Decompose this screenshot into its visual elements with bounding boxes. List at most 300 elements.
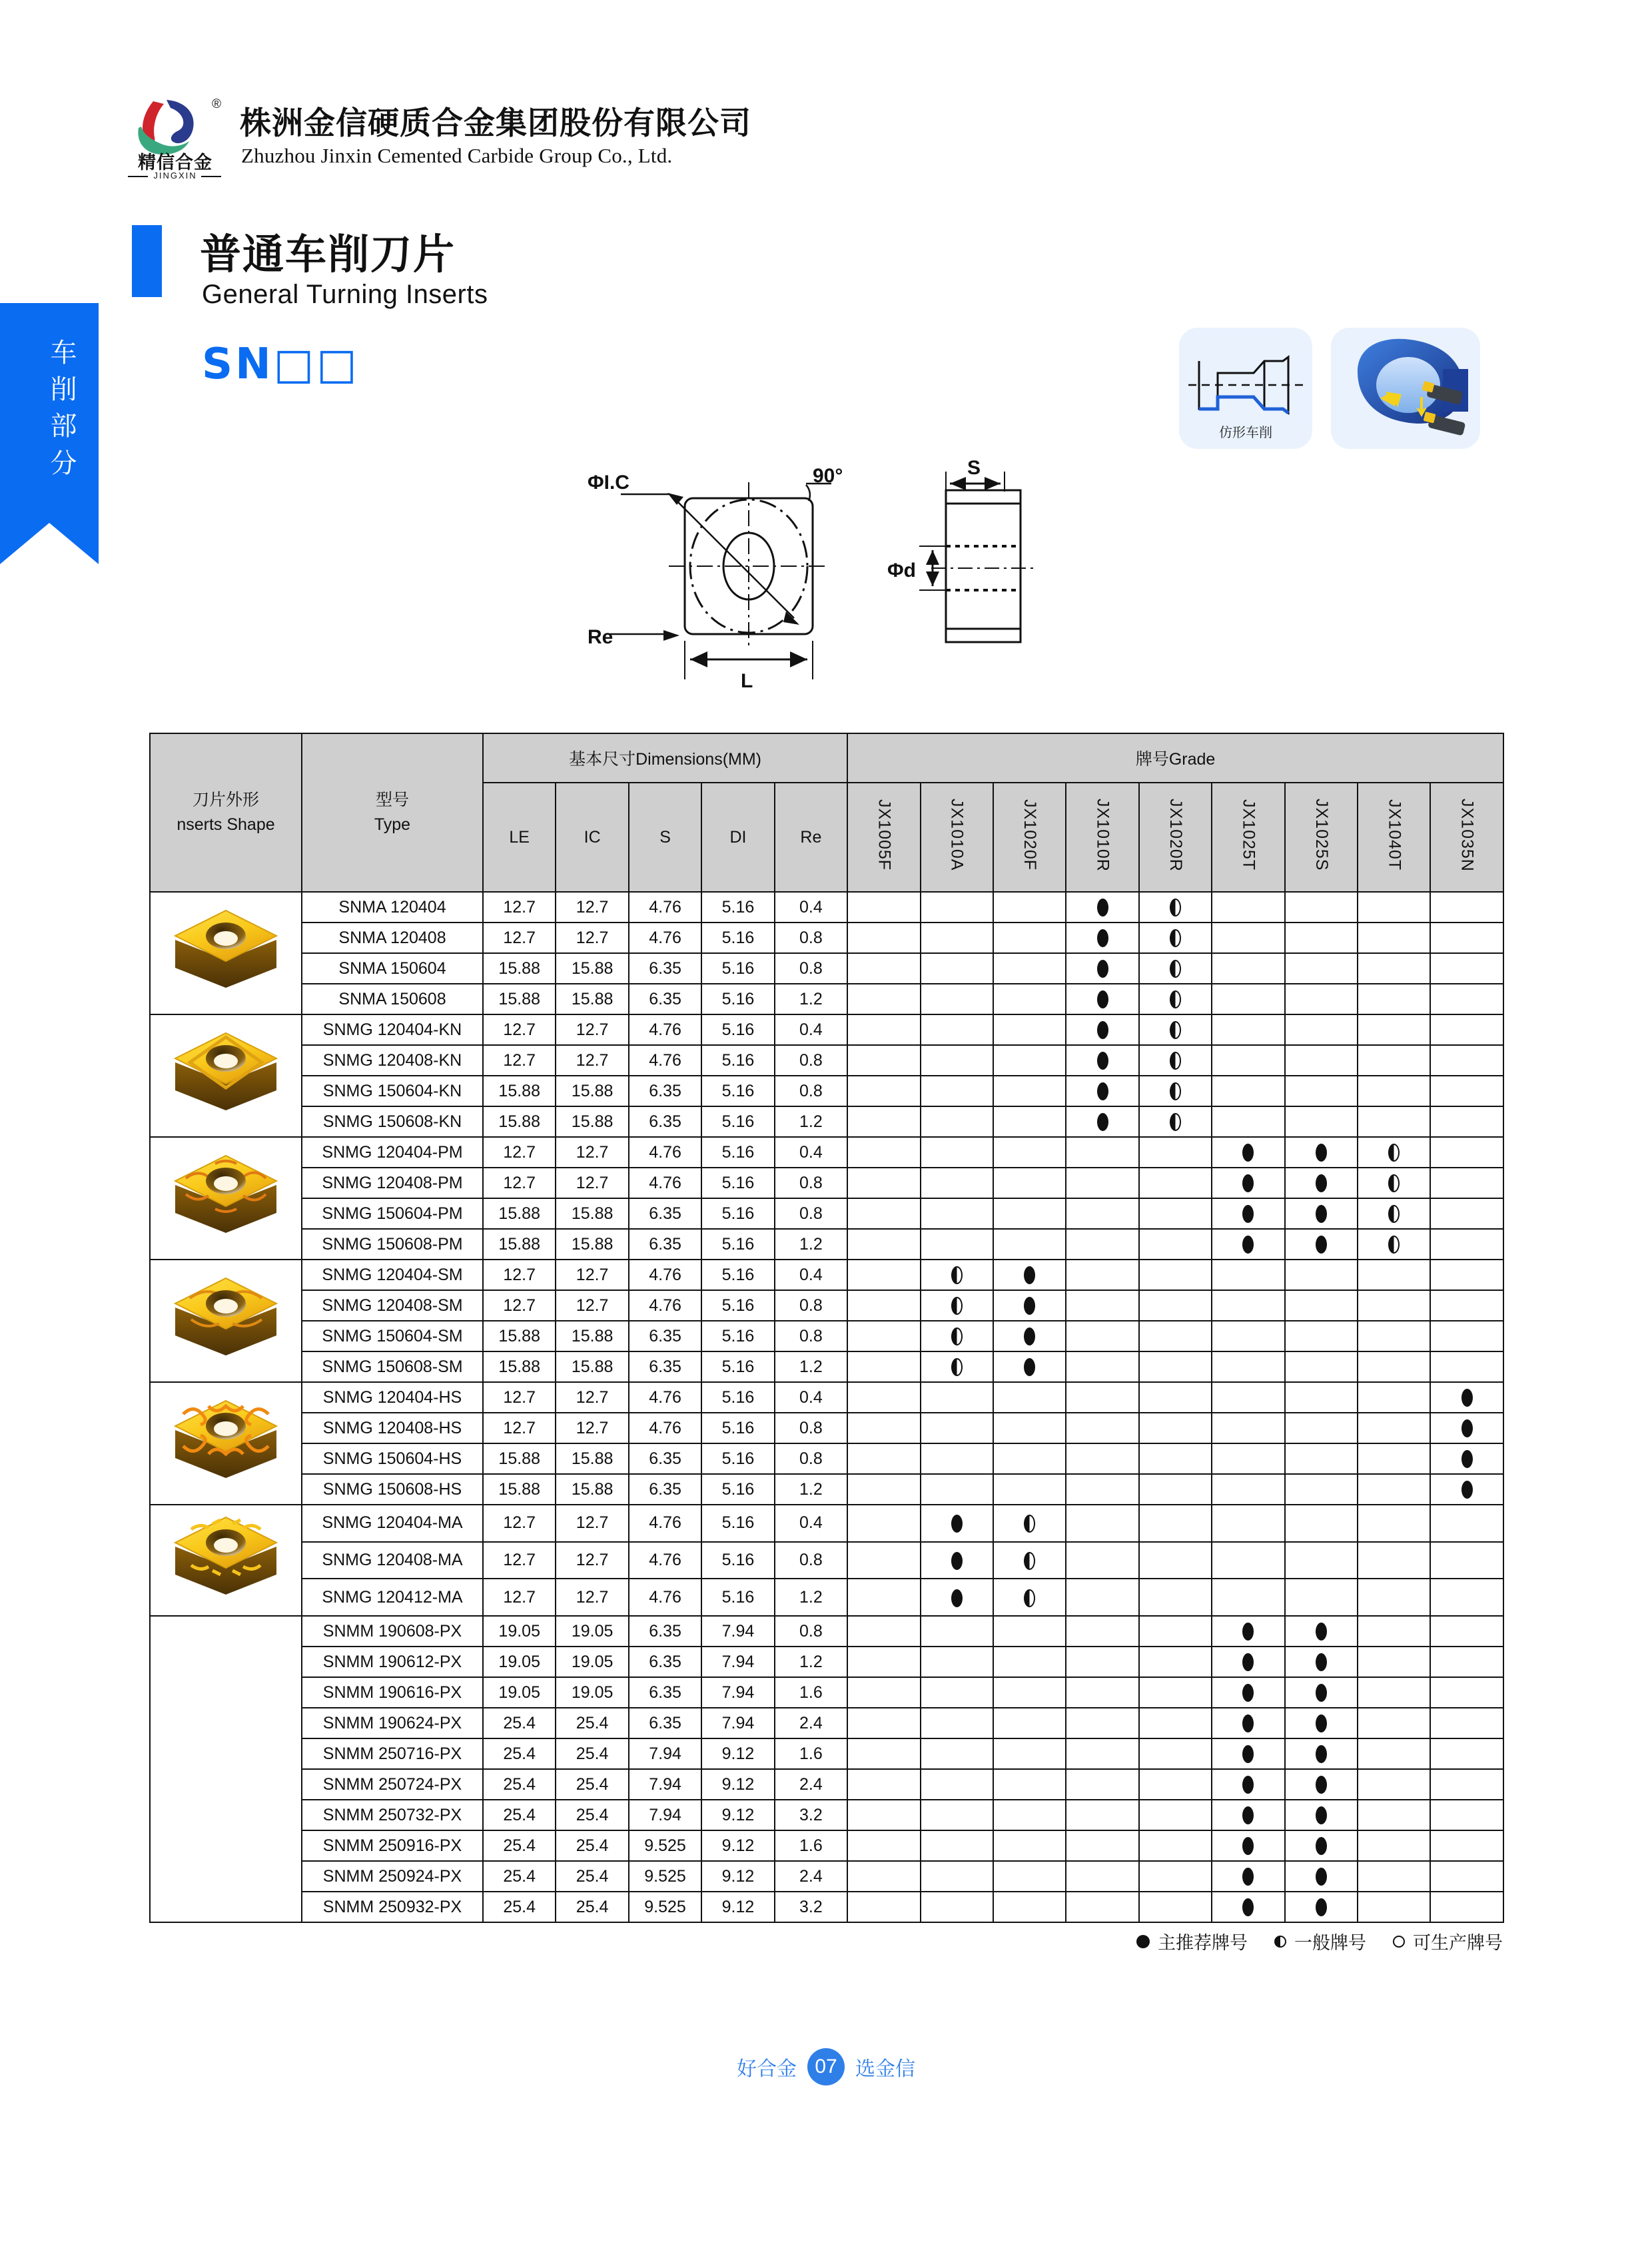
cell-le: 12.7 <box>483 1505 556 1542</box>
marker-general <box>1388 1205 1400 1223</box>
cell-grade-jx1005f <box>847 1708 920 1738</box>
cell-grade-jx1025s <box>1285 1198 1358 1229</box>
table-row <box>150 1800 1503 1830</box>
cell-grade-jx1010r <box>1066 1861 1138 1892</box>
cell-grade-jx1040t <box>1358 984 1430 1014</box>
cell-grade-jx1005f <box>847 892 920 923</box>
cell-le: 12.7 <box>483 1413 556 1443</box>
cell-grade-jx1025s <box>1285 1474 1358 1505</box>
cell-grade-jx1020r <box>1139 1229 1212 1260</box>
cell-grade-jx1010r <box>1066 984 1138 1014</box>
cell-grade-jx1020f <box>993 1260 1066 1290</box>
cell-grade-jx1025s <box>1285 1861 1358 1892</box>
cell-grade-jx1020r <box>1139 1198 1212 1229</box>
cell-grade-jx1020f <box>993 1137 1066 1168</box>
cell-type: SNMA 150608 <box>302 984 483 1014</box>
cell-grade-jx1020f <box>993 1290 1066 1321</box>
cell-grade-jx1020r <box>1139 1800 1212 1830</box>
cell-grade-jx1035n <box>1430 1677 1503 1708</box>
cell-re: 1.2 <box>775 1579 847 1616</box>
cell-di: 7.94 <box>701 1708 774 1738</box>
cell-grade-jx1025s <box>1285 1708 1358 1738</box>
insert-shape-image-snmg-ma-insert <box>150 1505 302 1616</box>
cell-grade-jx1035n <box>1430 1290 1503 1321</box>
cell-type: SNMG 150604-SM <box>302 1321 483 1351</box>
cell-ic: 12.7 <box>556 1290 628 1321</box>
cell-grade-jx1005f <box>847 1769 920 1800</box>
cell-di: 9.12 <box>701 1861 774 1892</box>
cell-grade-jx1040t <box>1358 1290 1430 1321</box>
cell-grade-jx1020r <box>1139 1321 1212 1351</box>
cell-grade-jx1005f <box>847 1076 920 1106</box>
cell-grade-jx1020f <box>993 1168 1066 1198</box>
cell-grade-jx1005f <box>847 1861 920 1892</box>
cell-grade-jx1025t <box>1212 1579 1284 1616</box>
cell-grade-jx1020r <box>1139 1014 1212 1045</box>
cell-grade-jx1035n <box>1430 1708 1503 1738</box>
marker-general <box>1024 1515 1035 1533</box>
cell-grade-jx1010r <box>1066 892 1138 923</box>
table-row <box>150 1168 1503 1198</box>
cell-ic: 12.7 <box>556 892 628 923</box>
cell-grade-jx1025s <box>1285 1616 1358 1647</box>
cell-le: 15.88 <box>483 1106 556 1137</box>
cell-type: SNMG 120408-PM <box>302 1168 483 1198</box>
company-header <box>127 93 926 187</box>
cell-ic: 25.4 <box>556 1769 628 1800</box>
cell-s: 4.76 <box>629 892 701 923</box>
legend-item-full <box>1136 1928 1248 1954</box>
cell-ic: 15.88 <box>556 984 628 1014</box>
cell-di: 9.12 <box>701 1800 774 1830</box>
table-row <box>150 1769 1503 1800</box>
cell-grade-jx1035n <box>1430 1229 1503 1260</box>
cell-di: 5.16 <box>701 1382 774 1413</box>
cell-re: 0.4 <box>775 892 847 923</box>
cell-di: 7.94 <box>701 1616 774 1647</box>
cell-le: 25.4 <box>483 1800 556 1830</box>
marker-recommended <box>1242 1898 1254 1916</box>
marker-recommended <box>1242 1144 1254 1162</box>
cell-grade-jx1035n <box>1430 1045 1503 1076</box>
marker-recommended <box>1024 1358 1035 1376</box>
cell-grade-jx1010a <box>921 1229 993 1260</box>
cell-ic: 12.7 <box>556 1505 628 1542</box>
cell-grade-jx1025s <box>1285 1579 1358 1616</box>
cell-le: 15.88 <box>483 1443 556 1474</box>
cell-ic: 12.7 <box>556 1260 628 1290</box>
cell-grade-jx1010r <box>1066 1413 1138 1443</box>
col-header-shape-en: nserts Shape <box>177 815 275 834</box>
cell-le: 12.7 <box>483 923 556 953</box>
section-side-tab <box>0 303 99 523</box>
cell-di: 5.16 <box>701 1474 774 1505</box>
cell-grade-jx1040t <box>1358 1351 1430 1382</box>
cell-grade-jx1040t <box>1358 1382 1430 1413</box>
cell-grade-jx1025t <box>1212 1106 1284 1137</box>
cell-grade-jx1020f <box>993 1769 1066 1800</box>
cell-grade-jx1010a <box>921 1351 993 1382</box>
marker-recommended <box>1316 1868 1327 1886</box>
cell-grade-jx1005f <box>847 1616 920 1647</box>
cell-grade-jx1025s <box>1285 1647 1358 1677</box>
cell-grade-jx1040t <box>1358 1861 1430 1892</box>
table-row <box>150 1443 1503 1474</box>
cell-le: 12.7 <box>483 1290 556 1321</box>
cell-re: 0.8 <box>775 1290 847 1321</box>
cell-grade-jx1025t <box>1212 1413 1284 1443</box>
cell-grade-jx1035n <box>1430 892 1503 923</box>
cell-ic: 19.05 <box>556 1616 628 1647</box>
marker-general <box>1024 1552 1035 1570</box>
cell-grade-jx1025t <box>1212 1076 1284 1106</box>
table-row <box>150 1014 1503 1045</box>
cell-type: SNMG 150604-HS <box>302 1443 483 1474</box>
cell-re: 3.2 <box>775 1800 847 1830</box>
cell-grade-jx1010a <box>921 1769 993 1800</box>
cell-grade-jx1020r <box>1139 1045 1212 1076</box>
cell-grade-jx1010r <box>1066 1198 1138 1229</box>
cell-grade-jx1035n <box>1430 1474 1503 1505</box>
cell-re: 0.8 <box>775 1542 847 1579</box>
cell-grade-jx1010a <box>921 1014 993 1045</box>
cell-s: 6.35 <box>629 1198 701 1229</box>
feature-caption: 仿形车削 <box>1219 424 1272 440</box>
marker-recommended <box>1316 1898 1327 1916</box>
cell-grade-jx1010r <box>1066 1647 1138 1677</box>
cell-grade-jx1020r <box>1139 1474 1212 1505</box>
cell-grade-jx1020r <box>1139 1616 1212 1647</box>
cell-grade-jx1040t <box>1358 1769 1430 1800</box>
cell-grade-jx1020f <box>993 1738 1066 1769</box>
cell-type: SNMM 250732-PX <box>302 1800 483 1830</box>
cell-grade-jx1005f <box>847 1830 920 1861</box>
cell-grade-jx1005f <box>847 1413 920 1443</box>
cell-s: 6.35 <box>629 1677 701 1708</box>
cell-le: 15.88 <box>483 1076 556 1106</box>
cell-grade-jx1025s <box>1285 1014 1358 1045</box>
spec-table-wrapper <box>149 733 1504 1923</box>
cell-grade-jx1035n <box>1430 1616 1503 1647</box>
label-angle: 90° <box>813 465 843 487</box>
cell-grade-jx1020f <box>993 1413 1066 1443</box>
cell-grade-jx1020r <box>1139 923 1212 953</box>
cell-s: 7.94 <box>629 1800 701 1830</box>
cell-le: 25.4 <box>483 1708 556 1738</box>
cell-grade-jx1010a <box>921 1892 993 1922</box>
cell-re: 0.8 <box>775 923 847 953</box>
col-header-grade-jx1020r <box>1139 783 1212 892</box>
cell-grade-jx1040t <box>1358 1579 1430 1616</box>
cell-grade-jx1035n <box>1430 1137 1503 1168</box>
grade-label: JX1025T <box>1239 799 1258 871</box>
cell-grade-jx1005f <box>847 1290 920 1321</box>
col-header-type-cn: 型号 <box>375 790 409 809</box>
cell-grade-jx1020f <box>993 1647 1066 1677</box>
table-row <box>150 1830 1503 1861</box>
cell-grade-jx1025t <box>1212 1168 1284 1198</box>
cell-grade-jx1035n <box>1430 1198 1503 1229</box>
cell-re: 2.4 <box>775 1708 847 1738</box>
cell-di: 7.94 <box>701 1647 774 1677</box>
cell-grade-jx1025s <box>1285 1260 1358 1290</box>
cell-grade-jx1020f <box>993 1542 1066 1579</box>
marker-recommended <box>1316 1144 1327 1162</box>
cell-di: 9.12 <box>701 1738 774 1769</box>
cell-le: 12.7 <box>483 1168 556 1198</box>
cell-grade-jx1025s <box>1285 1443 1358 1474</box>
cell-grade-jx1020f <box>993 1505 1066 1542</box>
cell-grade-jx1010a <box>921 1260 993 1290</box>
cell-di: 7.94 <box>701 1677 774 1708</box>
cell-le: 12.7 <box>483 1014 556 1045</box>
table-row <box>150 892 1503 923</box>
table-row <box>150 1229 1503 1260</box>
marker-general <box>1388 1236 1400 1254</box>
cell-type: SNMM 190624-PX <box>302 1708 483 1738</box>
col-header-grade-jx1035n <box>1430 783 1503 892</box>
marker-recommended <box>1024 1297 1035 1315</box>
cell-grade-jx1025s <box>1285 1076 1358 1106</box>
cell-grade-jx1020f <box>993 1106 1066 1137</box>
cell-grade-jx1010a <box>921 984 993 1014</box>
cell-grade-jx1020r <box>1139 1290 1212 1321</box>
marker-recommended <box>1461 1481 1473 1499</box>
cell-grade-jx1040t <box>1358 1014 1430 1045</box>
cell-re: 0.8 <box>775 1045 847 1076</box>
insert-shape-image-snma-plain-insert <box>150 892 302 1014</box>
cell-grade-jx1020f <box>993 1800 1066 1830</box>
cell-le: 15.88 <box>483 1351 556 1382</box>
legend-marker-full <box>1136 1935 1150 1948</box>
insert-dimension-drawing <box>586 460 1079 693</box>
cell-type: SNMM 190612-PX <box>302 1647 483 1677</box>
feature-profile-turning <box>1179 328 1312 449</box>
cell-di: 5.16 <box>701 953 774 984</box>
table-row <box>150 953 1503 984</box>
cell-grade-jx1010a <box>921 1076 993 1106</box>
cell-grade-jx1025t <box>1212 1505 1284 1542</box>
marker-recommended <box>1461 1419 1473 1437</box>
col-header-dim-s: S <box>629 783 701 892</box>
cell-grade-jx1020r <box>1139 1579 1212 1616</box>
legend-item-half <box>1274 1928 1366 1954</box>
cell-s: 6.35 <box>629 1474 701 1505</box>
cell-grade-jx1010r <box>1066 1351 1138 1382</box>
cell-grade-jx1040t <box>1358 1321 1430 1351</box>
cell-grade-jx1010a <box>921 1198 993 1229</box>
cell-ic: 15.88 <box>556 1474 628 1505</box>
cell-grade-jx1025t <box>1212 1382 1284 1413</box>
cell-re: 1.2 <box>775 1106 847 1137</box>
label-l: L <box>741 670 753 692</box>
cell-le: 12.7 <box>483 892 556 923</box>
cell-grade-jx1035n <box>1430 1738 1503 1769</box>
cell-grade-jx1040t <box>1358 892 1430 923</box>
cell-grade-jx1025s <box>1285 1321 1358 1351</box>
cell-re: 1.2 <box>775 1647 847 1677</box>
cell-grade-jx1040t <box>1358 1892 1430 1922</box>
table-row <box>150 1738 1503 1769</box>
cell-grade-jx1025t <box>1212 1137 1284 1168</box>
cell-di: 5.16 <box>701 1229 774 1260</box>
cell-le: 12.7 <box>483 1579 556 1616</box>
cell-type: SNMG 120404-PM <box>302 1137 483 1168</box>
cell-type: SNMG 120408-MA <box>302 1542 483 1579</box>
cell-grade-jx1005f <box>847 1579 920 1616</box>
cell-grade-jx1010r <box>1066 1677 1138 1708</box>
cell-di: 9.12 <box>701 1830 774 1861</box>
cell-grade-jx1010a <box>921 1168 993 1198</box>
cell-grade-jx1010a <box>921 1382 993 1413</box>
table-row <box>150 1106 1503 1137</box>
cell-grade-jx1025s <box>1285 1677 1358 1708</box>
table-row <box>150 1708 1503 1738</box>
cell-grade-jx1010a <box>921 1542 993 1579</box>
cell-grade-jx1010r <box>1066 1616 1138 1647</box>
cell-grade-jx1040t <box>1358 1616 1430 1647</box>
cell-grade-jx1020f <box>993 1045 1066 1076</box>
cell-grade-jx1020r <box>1139 1076 1212 1106</box>
cell-grade-jx1035n <box>1430 1830 1503 1861</box>
cell-le: 25.4 <box>483 1861 556 1892</box>
cell-ic: 12.7 <box>556 1137 628 1168</box>
cell-ic: 15.88 <box>556 1351 628 1382</box>
cell-di: 5.16 <box>701 1137 774 1168</box>
cell-grade-jx1010a <box>921 1708 993 1738</box>
cell-grade-jx1025t <box>1212 1542 1284 1579</box>
cell-grade-jx1010a <box>921 953 993 984</box>
cell-s: 6.35 <box>629 1616 701 1647</box>
cell-grade-jx1025s <box>1285 1382 1358 1413</box>
marker-recommended <box>1242 1745 1254 1763</box>
insert-shape-image-snmg-pm-insert <box>150 1137 302 1260</box>
cell-grade-jx1010a <box>921 1443 993 1474</box>
cell-le: 15.88 <box>483 1321 556 1351</box>
cell-grade-jx1005f <box>847 1738 920 1769</box>
cell-di: 5.16 <box>701 1198 774 1229</box>
marker-recommended <box>1316 1806 1327 1824</box>
cell-le: 25.4 <box>483 1769 556 1800</box>
cell-s: 4.76 <box>629 923 701 953</box>
cell-grade-jx1025s <box>1285 1137 1358 1168</box>
col-header-shape-cn: 刀片外形 <box>192 790 259 809</box>
spec-table <box>149 733 1504 1923</box>
cell-grade-jx1005f <box>847 923 920 953</box>
cell-ic: 12.7 <box>556 1382 628 1413</box>
cell-grade-jx1025t <box>1212 1738 1284 1769</box>
marker-recommended <box>1316 1236 1327 1254</box>
cell-di: 5.16 <box>701 1443 774 1474</box>
cell-grade-jx1010r <box>1066 1321 1138 1351</box>
cell-grade-jx1005f <box>847 1198 920 1229</box>
cell-grade-jx1010a <box>921 892 993 923</box>
grade-label: JX1020R <box>1166 798 1185 872</box>
cell-grade-jx1010r <box>1066 1542 1138 1579</box>
cell-grade-jx1020r <box>1139 1738 1212 1769</box>
cell-grade-jx1020r <box>1139 1168 1212 1198</box>
cell-grade-jx1020r <box>1139 1413 1212 1443</box>
cell-di: 5.16 <box>701 1045 774 1076</box>
cell-grade-jx1020r <box>1139 1382 1212 1413</box>
cell-re: 1.2 <box>775 984 847 1014</box>
cell-grade-jx1025s <box>1285 1290 1358 1321</box>
cell-grade-jx1005f <box>847 1260 920 1290</box>
cell-grade-jx1020f <box>993 1830 1066 1861</box>
cell-ic: 25.4 <box>556 1738 628 1769</box>
cell-grade-jx1035n <box>1430 1260 1503 1290</box>
cell-type: SNMM 250924-PX <box>302 1861 483 1892</box>
marker-recommended <box>1097 1021 1108 1039</box>
cell-type: SNMG 150604-KN <box>302 1076 483 1106</box>
cell-grade-jx1025s <box>1285 1892 1358 1922</box>
cell-grade-jx1025t <box>1212 984 1284 1014</box>
cell-grade-jx1010r <box>1066 1474 1138 1505</box>
cell-grade-jx1010r <box>1066 1076 1138 1106</box>
marker-general <box>1170 990 1181 1008</box>
cell-s: 6.35 <box>629 1708 701 1738</box>
registered-mark-icon: ® <box>212 97 221 111</box>
col-header-type-en: Type <box>374 815 411 834</box>
cell-di: 5.16 <box>701 1290 774 1321</box>
cell-grade-jx1040t <box>1358 1647 1430 1677</box>
cell-grade-jx1035n <box>1430 1647 1503 1677</box>
cell-grade-jx1010r <box>1066 1290 1138 1321</box>
marker-recommended <box>1242 1205 1254 1223</box>
cell-grade-jx1010r <box>1066 1137 1138 1168</box>
cell-re: 0.4 <box>775 1260 847 1290</box>
cell-grade-jx1025s <box>1285 1542 1358 1579</box>
cell-s: 4.76 <box>629 1542 701 1579</box>
cell-grade-jx1020r <box>1139 1443 1212 1474</box>
cell-grade-jx1040t <box>1358 953 1430 984</box>
cell-grade-jx1005f <box>847 1229 920 1260</box>
cell-grade-jx1010a <box>921 1290 993 1321</box>
label-s: S <box>967 460 981 479</box>
cell-grade-jx1010r <box>1066 1014 1138 1045</box>
cell-grade-jx1035n <box>1430 1168 1503 1198</box>
cell-grade-jx1005f <box>847 984 920 1014</box>
cell-grade-jx1025t <box>1212 1892 1284 1922</box>
cell-grade-jx1035n <box>1430 1413 1503 1443</box>
cell-type: SNMG 120404-MA <box>302 1505 483 1542</box>
col-header-dim-le: LE <box>483 783 556 892</box>
cell-grade-jx1025s <box>1285 1505 1358 1542</box>
cell-grade-jx1020f <box>993 923 1066 953</box>
cell-grade-jx1010r <box>1066 1708 1138 1738</box>
cell-type: SNMM 250916-PX <box>302 1830 483 1861</box>
cell-type: SNMG 120408-KN <box>302 1045 483 1076</box>
cell-di: 5.16 <box>701 1413 774 1443</box>
cell-grade-jx1040t <box>1358 1542 1430 1579</box>
cell-re: 0.4 <box>775 1505 847 1542</box>
cell-grade-jx1025t <box>1212 1474 1284 1505</box>
cell-ic: 15.88 <box>556 1321 628 1351</box>
table-row <box>150 1413 1503 1443</box>
cell-type: SNMM 190608-PX <box>302 1616 483 1647</box>
cell-grade-jx1005f <box>847 953 920 984</box>
legend-label: 主推荐牌号 <box>1158 1933 1248 1954</box>
footer-left-text: 好合金 <box>737 2057 797 2081</box>
cell-grade-jx1040t <box>1358 1076 1430 1106</box>
cell-s: 6.35 <box>629 1443 701 1474</box>
cell-re: 1.6 <box>775 1677 847 1708</box>
marker-recommended <box>1316 1837 1327 1855</box>
cell-grade-jx1035n <box>1430 953 1503 984</box>
footer-right-text: 选金信 <box>855 2057 915 2081</box>
cell-grade-jx1010a <box>921 1505 993 1542</box>
cell-type: SNMA 120408 <box>302 923 483 953</box>
